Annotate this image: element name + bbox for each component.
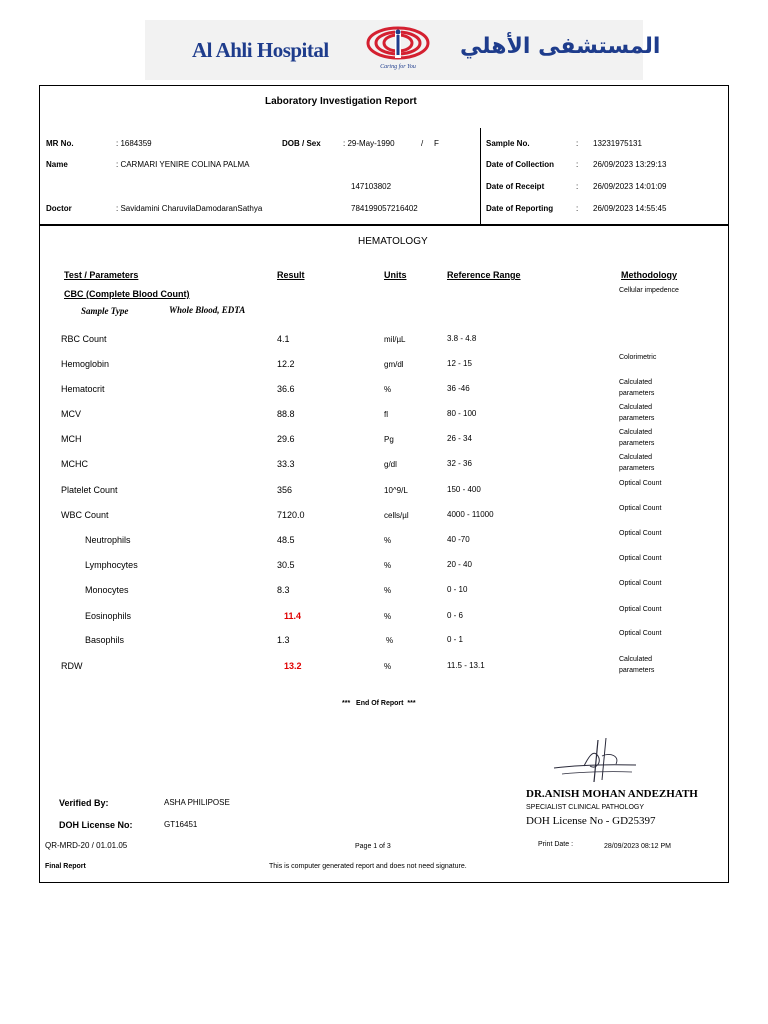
row-result: 12.2 xyxy=(277,359,295,369)
collection-value: 26/09/2023 13:29:13 xyxy=(593,160,667,169)
row-name: Hemoglobin xyxy=(61,359,110,369)
row-result: 36.6 xyxy=(277,384,295,394)
row-method: Calculated xyxy=(619,656,653,663)
row-method: Optical Count xyxy=(619,580,662,587)
row-result: 1.3 xyxy=(277,635,290,645)
row-range: 11.5 - 13.1 xyxy=(447,661,485,670)
row-range: 150 - 400 xyxy=(447,485,481,494)
row-method-line2: parameters xyxy=(619,667,655,674)
row-name: Basophils xyxy=(85,635,125,645)
row-name: RBC Count xyxy=(61,334,107,344)
dob-value: : 29-May-1990 xyxy=(343,139,395,148)
row-name: WBC Count xyxy=(61,510,109,520)
row-name: Neutrophils xyxy=(85,535,131,545)
row-units: Pg xyxy=(384,435,394,444)
row-method-line2: parameters xyxy=(619,390,655,397)
name-label: Name xyxy=(46,160,68,169)
name-value: : CARMARI YENIRE COLINA PALMA xyxy=(116,160,250,169)
row-range: 0 - 1 xyxy=(447,635,464,644)
doctor-license: DOH License No - GD25397 xyxy=(526,815,656,827)
collection-colon: : xyxy=(576,160,579,169)
row-method: Calculated xyxy=(619,404,653,411)
department-title: HEMATOLOGY xyxy=(358,236,428,247)
row-method-line2: parameters xyxy=(619,415,655,422)
panel-name: CBC (Complete Blood Count) xyxy=(64,289,190,299)
hospital-name-ar: المستشفى الأهلي xyxy=(460,34,661,59)
reporting-label: Date of Reporting xyxy=(486,204,554,213)
patient-id-2: 784199057216402 xyxy=(351,204,418,213)
row-name: Hematocrit xyxy=(61,384,105,394)
row-method: Optical Count xyxy=(619,530,662,537)
sample-no-colon: : xyxy=(576,139,579,148)
row-result: 7120.0 xyxy=(277,510,305,520)
report-title: Laboratory Investigation Report xyxy=(265,96,417,107)
row-name: Platelet Count xyxy=(61,485,118,495)
print-date-label: Print Date : xyxy=(538,841,574,848)
sex-value: F xyxy=(434,139,439,148)
row-method-line2: parameters xyxy=(619,465,655,472)
sample-no-value: 13231975131 xyxy=(593,139,642,148)
info-divider xyxy=(480,128,481,225)
row-method: Calculated xyxy=(619,429,653,436)
row-method: Calculated xyxy=(619,454,653,461)
row-result: 4.1 xyxy=(277,334,290,344)
end-of-report xyxy=(342,700,416,707)
sample-type-label: Sample Type xyxy=(81,306,129,316)
logo-tagline: Caring for You xyxy=(380,64,416,70)
row-range: 80 - 100 xyxy=(447,409,477,418)
row-units: % xyxy=(384,536,392,545)
row-range: 32 - 36 xyxy=(447,459,472,468)
row-name: RDW xyxy=(61,661,83,671)
mr-label: MR No. xyxy=(46,139,74,148)
row-range: 26 - 34 xyxy=(447,434,472,443)
doh-license-value: GT16451 xyxy=(164,820,198,829)
col-test-header: Test / Parameters xyxy=(64,270,139,280)
row-method: Calculated xyxy=(619,379,653,386)
form-code: QR-MRD-20 / 01.01.05 xyxy=(45,841,128,850)
sample-no-label: Sample No. xyxy=(486,139,530,148)
row-name: MCHC xyxy=(61,459,88,469)
receipt-value: 26/09/2023 14:01:09 xyxy=(593,182,667,191)
row-result: 30.5 xyxy=(277,560,295,570)
row-method: Optical Count xyxy=(619,555,662,562)
row-range: 3.8 - 4.8 xyxy=(447,334,477,343)
doctor-title: SPECIALIST CLINICAL PATHOLOGY xyxy=(526,804,644,811)
row-units: gm/dl xyxy=(384,360,404,369)
row-method: Colorimetric xyxy=(619,354,657,361)
page-number: Page 1 of 3 xyxy=(355,843,391,850)
receipt-label: Date of Receipt xyxy=(486,182,545,191)
row-result: 13.2 xyxy=(284,661,302,671)
row-units: g/dl xyxy=(384,460,397,469)
hospital-name-en: Al Ahli Hospital xyxy=(192,38,329,62)
verified-value: ASHA PHILIPOSE xyxy=(164,798,230,807)
mr-value: : 1684359 xyxy=(116,139,152,148)
row-range: 4000 - 11000 xyxy=(447,510,494,519)
row-units: % xyxy=(384,561,392,570)
print-date-value: 28/09/2023 08:12 PM xyxy=(604,843,671,850)
row-name: Lymphocytes xyxy=(85,560,138,570)
row-result: 356 xyxy=(277,485,293,495)
row-method: Optical Count xyxy=(619,606,662,613)
sex-separator: / xyxy=(421,139,424,148)
final-report-label: Final Report xyxy=(45,863,86,870)
row-method: Optical Count xyxy=(619,505,662,512)
doctor-label: Doctor xyxy=(46,204,72,213)
row-range: 20 - 40 xyxy=(447,560,472,569)
row-range: 0 - 6 xyxy=(447,611,464,620)
receipt-colon: : xyxy=(576,182,579,191)
row-units: % xyxy=(386,636,394,645)
doctor-value: : Savidamini CharuvilaDamodaranSathya xyxy=(116,204,263,213)
row-result: 88.8 xyxy=(277,409,295,419)
row-method: Optical Count xyxy=(619,630,662,637)
hospital-logo-icon xyxy=(360,24,436,70)
row-name: Eosinophils xyxy=(85,611,132,621)
row-units: % xyxy=(384,385,392,394)
col-range-header: Reference Range xyxy=(447,270,521,280)
row-units: 10^9/L xyxy=(384,486,408,495)
row-units: cells/µl xyxy=(384,511,409,520)
row-units: % xyxy=(384,586,392,595)
row-result: 11.4 xyxy=(284,611,302,621)
end-stars-left: *** xyxy=(342,700,351,707)
reporting-colon: : xyxy=(576,204,579,213)
row-result: 33.3 xyxy=(277,459,295,469)
row-range: 36 -46 xyxy=(447,384,470,393)
end-stars-right: *** xyxy=(407,700,416,707)
row-range: 12 - 15 xyxy=(447,359,472,368)
row-method: Optical Count xyxy=(619,480,662,487)
row-units: fl xyxy=(384,410,388,419)
doh-license-label: DOH License No: xyxy=(59,820,133,830)
row-range: 40 -70 xyxy=(447,535,470,544)
doctor-name: DR.ANISH MOHAN ANDEZHATH xyxy=(526,788,698,800)
col-result-header: Result xyxy=(277,270,305,280)
row-units: % xyxy=(384,612,392,621)
panel-method: Cellular impedence xyxy=(619,287,679,294)
reporting-value: 26/09/2023 14:55:45 xyxy=(593,204,667,213)
end-text: End Of Report xyxy=(356,700,404,707)
row-range: 0 - 10 xyxy=(447,585,468,594)
collection-label: Date of Collection xyxy=(486,160,555,169)
doctor-signature xyxy=(540,736,644,786)
row-method-line2: parameters xyxy=(619,440,655,447)
col-units-header: Units xyxy=(384,270,407,280)
row-result: 8.3 xyxy=(277,585,290,595)
row-name: MCH xyxy=(61,434,82,444)
disclaimer: This is computer generated report and does not need signature. xyxy=(269,863,467,870)
col-method-header: Methodology xyxy=(621,270,677,280)
row-units: mil/µL xyxy=(384,335,406,344)
row-name: Monocytes xyxy=(85,585,129,595)
sample-type-value: Whole Blood, EDTA xyxy=(169,305,246,315)
row-result: 48.5 xyxy=(277,535,295,545)
verified-label: Verified By: xyxy=(59,798,109,808)
row-name: MCV xyxy=(61,409,81,419)
patient-id-1: 147103802 xyxy=(351,182,392,191)
dob-label: DOB / Sex xyxy=(282,139,321,148)
row-units: % xyxy=(384,662,392,671)
row-result: 29.6 xyxy=(277,434,295,444)
